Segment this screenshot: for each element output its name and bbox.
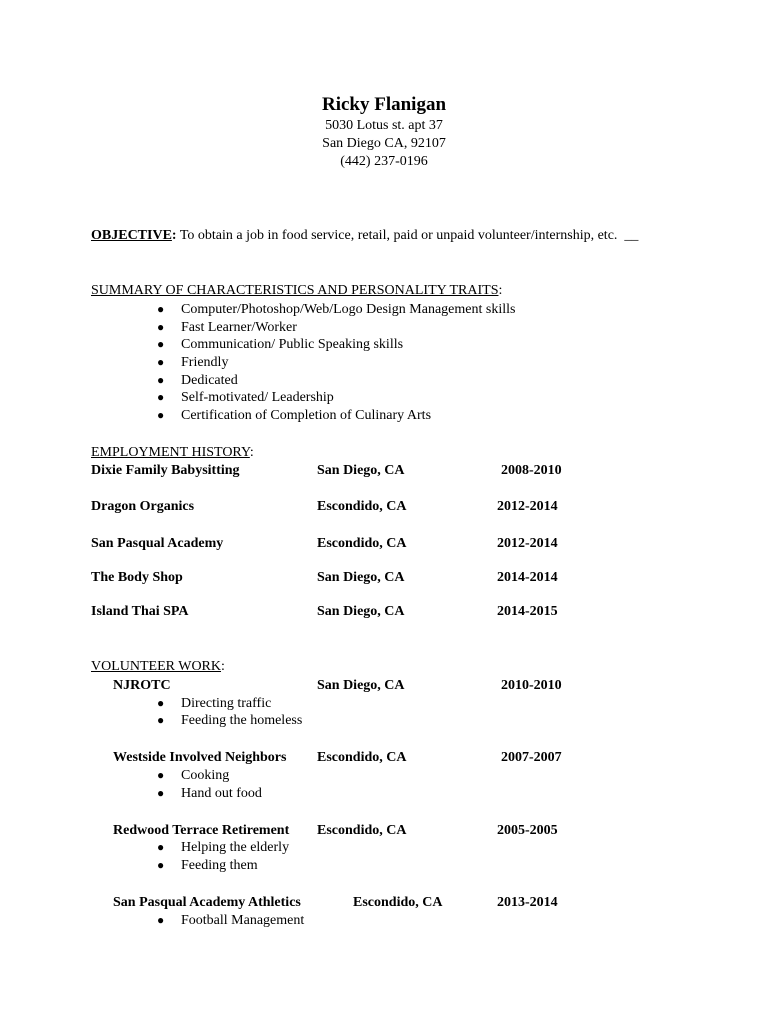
job-name: San Pasqual Academy: [91, 536, 224, 551]
job-years: 2012-2014: [497, 536, 558, 551]
job-name: Dragon Organics: [91, 499, 195, 514]
employment-label: EMPLOYMENT HISTORY: [91, 445, 250, 460]
objective-colon: :: [171, 228, 177, 243]
bullet-icon: ●: [157, 408, 165, 422]
volunteer-years: 2010-2010: [501, 678, 562, 693]
summary-item: ● Self-motivated/ Leadership: [157, 390, 334, 405]
volunteer-label: VOLUNTEER WORK: [91, 659, 222, 674]
volunteer-task: ● Hand out food: [157, 786, 262, 801]
bullet-icon: ●: [157, 913, 165, 927]
volunteer-place: Escondido, CA: [317, 750, 407, 765]
job-years: 2008-2010: [501, 463, 562, 478]
objective-trail: __: [624, 228, 639, 243]
job-years: 2012-2014: [497, 499, 558, 514]
summary-item: ● Dedicated: [157, 373, 238, 388]
summary-item: ● Communication/ Public Speaking skills: [157, 337, 404, 352]
volunteer-years: 2013-2014: [497, 895, 558, 910]
summary-item: ● Friendly: [157, 355, 229, 370]
job-years: 2014-2015: [497, 604, 558, 619]
volunteer-place: Escondido, CA: [317, 823, 407, 838]
summary-heading: [91, 283, 502, 299]
bullet-icon: ●: [157, 373, 165, 387]
bullet-icon: ●: [157, 786, 165, 800]
volunteer-task: ● Football Management: [157, 913, 305, 928]
job-place: San Diego, CA: [317, 463, 405, 478]
job-place: San Diego, CA: [317, 570, 405, 585]
bullet-icon: ●: [157, 696, 165, 710]
volunteer-years: 2007-2007: [501, 750, 562, 765]
job-place: Escondido, CA: [317, 499, 407, 514]
objective-line: [91, 228, 638, 244]
volunteer-place: San Diego, CA: [317, 678, 405, 693]
summary-item: ● Fast Learner/Worker: [157, 320, 297, 335]
volunteer-place: Escondido, CA: [353, 895, 443, 910]
objective-label: OBJECTIVE: [91, 228, 172, 243]
volunteer-name: San Pasqual Academy Athletics: [113, 895, 301, 910]
phone-number: (442) 237-0196: [340, 154, 428, 169]
job-years: 2014-2014: [497, 570, 558, 585]
bullet-icon: ●: [157, 302, 165, 316]
summary-label: SUMMARY OF CHARACTERISTICS AND PERSONALITY TRAITS: [91, 283, 499, 298]
employment-heading: [91, 445, 254, 461]
bullet-icon: ●: [157, 320, 165, 334]
bullet-icon: ●: [157, 390, 165, 404]
bullet-icon: ●: [157, 768, 165, 782]
volunteer-name: Westside Involved Neighbors: [113, 750, 287, 765]
summary-item: ● Certification of Completion of Culinary Arts: [157, 408, 432, 423]
objective-text: To obtain a job in food service, retail, paid or unpaid volunteer/internship, etc.: [176, 228, 618, 243]
address-line-1: 5030 Lotus st. apt 37: [325, 118, 443, 133]
volunteer-task: ● Feeding the homeless: [157, 713, 303, 728]
address-line-2: San Diego CA, 92107: [322, 136, 446, 151]
bullet-icon: ●: [157, 355, 165, 369]
bullet-icon: ●: [157, 337, 165, 351]
volunteer-years: 2005-2005: [497, 823, 558, 838]
employment-colon: :: [249, 445, 254, 460]
summary-colon: :: [498, 283, 503, 298]
summary-item: ● Computer/Photoshop/Web/Logo Design Management skills: [157, 302, 516, 317]
volunteer-colon: :: [221, 659, 225, 674]
volunteer-task: ● Directing traffic: [157, 696, 272, 711]
bullet-icon: ●: [157, 840, 165, 854]
volunteer-task: ● Feeding them: [157, 858, 258, 873]
job-name: Dixie Family Babysitting: [91, 463, 240, 478]
job-name: The Body Shop: [91, 570, 183, 585]
volunteer-heading: [91, 659, 225, 675]
volunteer-name: NJROTC: [113, 678, 171, 693]
volunteer-task: ● Cooking: [157, 768, 230, 783]
volunteer-task: ● Helping the elderly: [157, 840, 290, 855]
job-name: Island Thai SPA: [91, 604, 189, 619]
job-place: Escondido, CA: [317, 536, 407, 551]
job-place: San Diego, CA: [317, 604, 405, 619]
resume-name: Ricky Flanigan: [321, 94, 447, 115]
volunteer-name: Redwood Terrace Retirement: [113, 823, 290, 838]
bullet-icon: ●: [157, 713, 165, 727]
bullet-icon: ●: [157, 858, 165, 872]
